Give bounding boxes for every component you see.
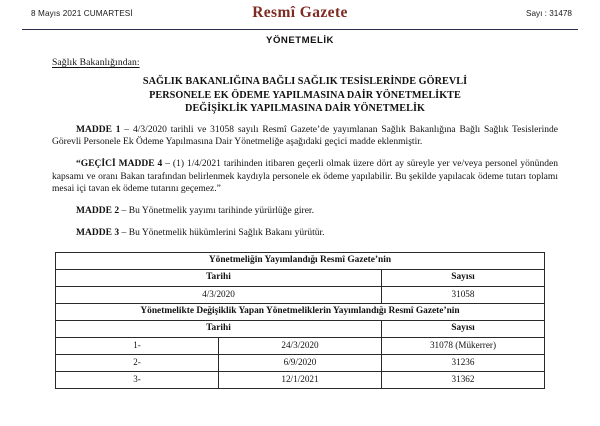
gazette-page — [0, 3, 600, 426]
article-1-text: – 4/3/2020 tarihli ve 31058 sayılı Resmî Gazete’de yayımlanan Sağlık Bakanlığına Bağlı Sağlık Tesislerinde Görevli Personele Ek Ödeme Yapılmasına Dair Yönetmeliğe aşağıdaki geçici madde eklenmiştir. — [52, 124, 559, 148]
provisional-article-4-label: GEÇİCİ MADDE 4 — [80, 159, 163, 170]
article-2-text: – Bu Yönetmelik yayımı tarihinde yürürlüğe girer. — [119, 205, 314, 216]
article-3-paragraph — [52, 227, 558, 239]
table-col-header-number-2: Sayısı — [382, 321, 545, 338]
provisional-quote-open: “ — [76, 159, 81, 170]
amendment-number-2: 31236 — [382, 355, 545, 372]
table-row — [56, 253, 545, 270]
amendment-number-3: 31362 — [382, 372, 545, 389]
table-row — [56, 287, 545, 304]
publication-date: 8 Mayıs 2021 CUMARTESİ — [31, 9, 133, 18]
document-title — [52, 75, 558, 116]
table-row — [56, 270, 545, 287]
table-col-header-date-1: Tarihi — [56, 270, 382, 287]
article-3-label: MADDE 3 — [76, 227, 120, 238]
issue-number: Sayı : 31478 — [526, 9, 572, 18]
article-1-paragraph — [52, 124, 558, 149]
table-row — [56, 321, 545, 338]
document-title-line-2: PERSONELE EK ÖDEME YAPILMASINA DAİR YÖNETMELİKTE — [149, 89, 461, 101]
publication-history-table-wrap — [55, 252, 545, 389]
amendment-index-2: 2- — [56, 355, 219, 372]
amendment-index-1: 1- — [56, 338, 219, 355]
table-row — [56, 304, 545, 321]
published-date-cell: 4/3/2020 — [56, 287, 382, 304]
article-1-label: MADDE 1 — [76, 124, 121, 135]
masthead — [22, 3, 578, 30]
amendment-number-1: 31078 (Mükerrer) — [382, 338, 545, 355]
published-number-cell: 31058 — [382, 287, 545, 304]
amendment-date-2: 6/9/2020 — [219, 355, 382, 372]
article-2-label: MADDE 2 — [76, 205, 120, 216]
amendment-date-1: 24/3/2020 — [219, 338, 382, 355]
table-header-published: Yönetmeliğin Yayımlandığı Resmî Gazete’nin — [56, 253, 545, 270]
provisional-article-4-paragraph — [52, 158, 558, 195]
table-row — [56, 338, 545, 355]
document-title-line-3: DEĞİŞİKLİK YAPILMASINA DAİR YÖNETMELİK — [185, 103, 425, 115]
table-header-amendments: Yönetmelikte Değişiklik Yapan Yönetmeliklerin Yayımlandığı Resmî Gazete’nin — [56, 304, 545, 321]
document-title-line-1: SAĞLIK BAKANLIĞINA BAĞLI SAĞLIK TESİSLERİNDE GÖREVLİ — [142, 76, 468, 87]
provisional-article-4-text: – (1) 1/4/2021 tarihinden itibaren geçerli olmak üzere dört ay süreyle yer ve/veya personel yönünden kapsamı ve oranı Bakan tarafından belirlenmek kaydıyla personele ek ödeme yapılabilir. Bu şekilde yapılacak ödeme tutarı toplamı mesai içi tavan ek ödeme tutarını geçemez.” — [52, 159, 559, 194]
table-row — [56, 355, 545, 372]
table-row — [56, 372, 545, 389]
article-3-text: – Bu Yönetmelik hükümlerini Sağlık Bakanı yürütür. — [119, 227, 325, 238]
issuing-authority: Sağlık Bakanlığından: — [52, 57, 140, 68]
table-col-header-date-2: Tarihi — [56, 321, 382, 338]
document-body — [52, 57, 558, 239]
publication-history-table — [55, 252, 545, 389]
article-2-paragraph — [52, 205, 558, 217]
gazette-title: Resmî Gazete — [252, 4, 348, 21]
section-heading: YÖNETMELİK — [266, 35, 334, 46]
amendment-index-3: 3- — [56, 372, 219, 389]
table-col-header-number-1: Sayısı — [382, 270, 545, 287]
amendment-date-3: 12/1/2021 — [219, 372, 382, 389]
